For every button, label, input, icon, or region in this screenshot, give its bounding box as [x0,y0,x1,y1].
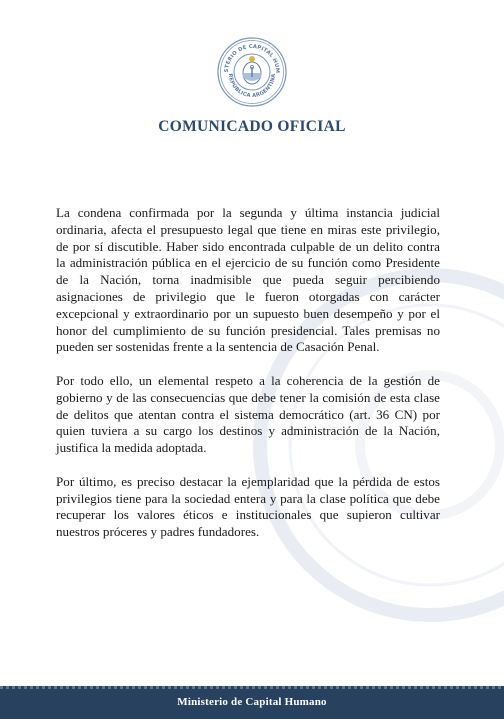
footer-ministry-name: Ministerio de Capital Humano [177,696,327,708]
svg-text:MINISTERIO DE CAPITAL HUMANO: STERIO DE CAPITAL HUM [223,43,281,74]
paragraph-2: Por todo ello, un elemental respeto a la coherencia de la gestión de gobierno y de las consecuencias que debe tener la comisión de esta clase de delitos que atentan contra el sistema democrático (art. 36 CN) por quien tuviera a su cargo los destinos y administración de la Nación, justifica la medida adoptada. [56,372,440,456]
page-title: COMUNICADO OFICIAL [158,118,346,135]
ministry-seal-logo [216,36,288,108]
paragraph-1: La condena confirmada por la segunda y última instancia judicial ordinaria, afecta el presupuesto legal que tiene en miras este privilegio, de por sí discutible. Haber sido encontrada culpable de un delito contra la administración pública en el ejercicio de su función como Presidente de la Nación, torna inadmisible que pueda seguir percibiendo asignaciones de privilegio que le fueron otorgadas con carácter excepcional y extraordinario por un supuesto buen desempeño y por el honor del cumplimiento de su función presidencial. Tales premisas no pueden ser sostenidas frente a la sentencia de Casación Penal. [56,205,440,355]
paragraph-3: Por último, es preciso destacar la ejemplaridad que la pérdida de estos privilegios tiene para la sociedad entera y para la clase política que debe recuperar los valores éticos e institucionales que supieron cultivar nuestros próceres y padres fundadores. [56,473,440,540]
footer-stripe [0,686,504,689]
document-body [56,205,440,558]
svg-text:REPÚBLICA ARGENTINA: REPÚBLICA ARGENTINA [226,73,278,100]
footer-bar [0,686,504,719]
